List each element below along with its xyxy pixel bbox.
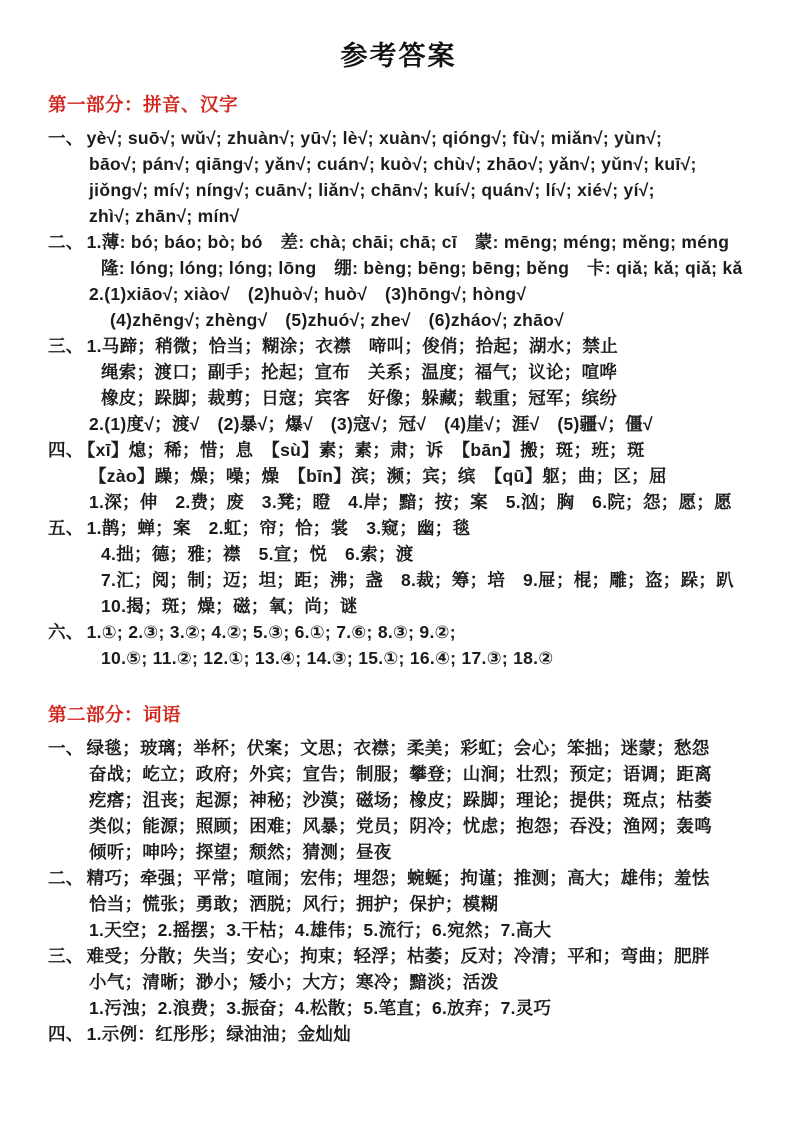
answer-line (48, 761, 749, 787)
answer-line (48, 333, 749, 359)
answer-line (48, 255, 749, 281)
answer-text: yè√; suō√; wǔ√; zhuàn√; yū√; lè√; xuàn√; qióng√; fù√; miǎn√; yùn√; (86, 128, 663, 148)
answer-text: 1.①; 2.③; 3.②; 4.②; 5.③; 6.①; 7.⑥; 8.③; 9.②; (86, 622, 456, 642)
answer-line (48, 229, 749, 255)
answer-line (48, 385, 749, 411)
answer-text: 4.拙；德；雅；襟 5.宣；悦 6.索；渡 (101, 544, 414, 564)
answer-text: 难受；分散；失当；安心；拘束；轻浮；枯萎；反对；冷清；平和；弯曲；肥胖 (86, 946, 710, 966)
answer-text: 1.鹊；蝉；案 2.虹；帘；恰；裳 3.窥；幽；毯 (86, 518, 471, 538)
answer-line (48, 489, 749, 515)
answer-line (48, 411, 749, 437)
answer-text: 【zào】躁；燥；噪；燥 【bīn】滨；濒；宾；缤 【qū】躯；曲；区；屈 (89, 466, 667, 486)
answer-text: 10.揭；斑；燥；磁；氧；尚；谜 (101, 596, 358, 616)
section-marker: 一、 (48, 128, 84, 148)
section-marker: 二、 (48, 232, 84, 252)
answer-line (48, 463, 749, 489)
answer-line (48, 541, 749, 567)
answer-text: 奋战；屹立；政府；外宾；宣告；制服；攀登；山涧；壮烈；预定；语调；距离 (89, 764, 712, 784)
page-title: 参考答案 (340, 41, 457, 71)
answer-text: 绿毯；玻璃；举杯；伏案；文思；衣襟；柔美；彩虹；会心；笨拙；迷蒙；愁怨 (86, 738, 710, 758)
answer-line (48, 515, 749, 541)
answer-text: 疙瘩；沮丧；起源；神秘；沙漠；磁场；橡皮；跺脚；理论；提供；斑点；枯萎 (89, 790, 712, 810)
answer-text: 橡皮；跺脚；裁剪；日寇；宾客 好像；躲藏；载重；冠军；缤纷 (101, 388, 618, 408)
answer-text: 恰当；慌张；勇敢；洒脱；风行；拥护；保护；模糊 (89, 894, 499, 914)
answer-text: 隆: lóng; lóng; lóng; lōng 绷: bèng; bēng; bēng; běng 卡: qiǎ; kǎ; qiǎ; kǎ (101, 258, 743, 278)
answer-text: 1.示例：红彤彤；绿油油；金灿灿 (86, 1024, 352, 1044)
answer-text: (4)zhēng√; zhèng√ (5)zhuó√; zhe√ (6)zháo√; zhāo√ (110, 310, 565, 330)
answer-text: 7.汇；阅；制；迈；坦；距；沸；盏 8.裁；筹；培 9.屉；棍；雕；盗；跺；趴 (101, 570, 734, 590)
answer-line (48, 917, 749, 943)
answer-text: 1.马蹄；稍微；恰当；糊涂；衣襟 啼叫；俊俏；拾起；湖水；禁止 (86, 336, 619, 356)
answer-line (48, 645, 749, 671)
answer-line (48, 735, 749, 761)
section-marker: 一、 (48, 738, 84, 758)
answer-text: 小气；清晰；渺小；矮小；大方；寒冷；黯淡；活泼 (89, 972, 499, 992)
answer-text: 1.污浊；2.浪费；3.振奋；4.松散；5.笔直；6.放弃；7.灵巧 (89, 998, 552, 1018)
answer-line (48, 307, 749, 333)
answer-text: 精巧；牵强；平常；喧闹；宏伟；埋怨；蜿蜒；拘谨；推测；高大；雄伟；羞怯 (86, 868, 710, 888)
section-marker: 五、 (48, 518, 84, 538)
answer-text: 绳索；渡口；副手；抡起；宣布 关系；温度；福气；议论；喧哗 (101, 362, 618, 382)
answer-line (48, 995, 749, 1021)
answer-line (48, 359, 749, 385)
answer-text: zhì√; zhān√; mín√ (89, 206, 240, 226)
answer-text: 1.天空；2.摇摆；3.干枯；4.雄伟；5.流行；6.宛然；7.高大 (89, 920, 552, 940)
section-marker: 二、 (48, 868, 84, 888)
part-heading: 第一部分：拼音、汉字 (48, 94, 239, 115)
answer-text: 1.薄: bó; báo; bò; bó 差: chà; chāi; chā; cī 蒙: mēng; méng; měng; méng (86, 232, 730, 252)
answer-line (48, 567, 749, 593)
section-marker: 四、 (48, 440, 84, 460)
answer-line (48, 619, 749, 645)
section-marker: 四、 (48, 1024, 84, 1044)
answer-line (48, 787, 749, 813)
answer-line (48, 281, 749, 307)
answer-line (48, 177, 749, 203)
answer-text: 10.⑤; 11.②; 12.①; 13.④; 14.③; 15.①; 16.④; 17.③; 18.② (101, 648, 554, 668)
answer-line (48, 593, 749, 619)
answer-line (48, 943, 749, 969)
answer-line (48, 437, 749, 463)
answer-text: 2.(1)xiāo√; xiào√ (2)huò√; huò√ (3)hōng√; hòng√ (89, 284, 527, 304)
section-marker: 六、 (48, 622, 84, 642)
answer-line (48, 203, 749, 229)
answer-line (48, 839, 749, 865)
answer-line (48, 865, 749, 891)
answer-line (48, 125, 749, 151)
section-marker: 三、 (48, 336, 84, 356)
answer-parts (48, 91, 749, 1047)
answer-line (48, 1021, 749, 1047)
answer-text: 2.(1)度√；渡√ (2)暴√；爆√ (3)寇√；冠√ (4)崖√；涯√ (5)疆√；僵√ (89, 414, 653, 434)
answer-text: jiǒng√; mí√; níng√; cuān√; liǎn√; chān√; kuí√; quán√; lí√; xié√; yí√; (89, 180, 655, 200)
answer-text: 类似；能源；照顾；困难；风暴；党员；阴冷；忧虑；抱怨；吞没；渔网；轰鸣 (89, 816, 712, 836)
answer-line (48, 813, 749, 839)
answer-text: bāo√; pán√; qiāng√; yǎn√; cuán√; kuò√; chù√; zhāo√; yǎn√; yǔn√; kuī√; (89, 154, 697, 174)
answer-text: 1.深；伸 2.费；废 3.凳；瞪 4.岸；黯；按；案 5.汹；胸 6.院；怨；愿；愿 (89, 492, 732, 512)
answer-line (48, 151, 749, 177)
section-marker: 三、 (48, 946, 84, 966)
answer-text: 【xī】熄；稀；惜；息 【sù】素；素；肃；诉 【bān】搬；斑；班；斑 (86, 440, 645, 460)
answer-text: 倾听；呻吟；探望；颓然；猜测；昼夜 (89, 842, 392, 862)
part-heading: 第二部分：词语 (48, 704, 182, 725)
answer-line (48, 969, 749, 995)
answer-line (48, 891, 749, 917)
